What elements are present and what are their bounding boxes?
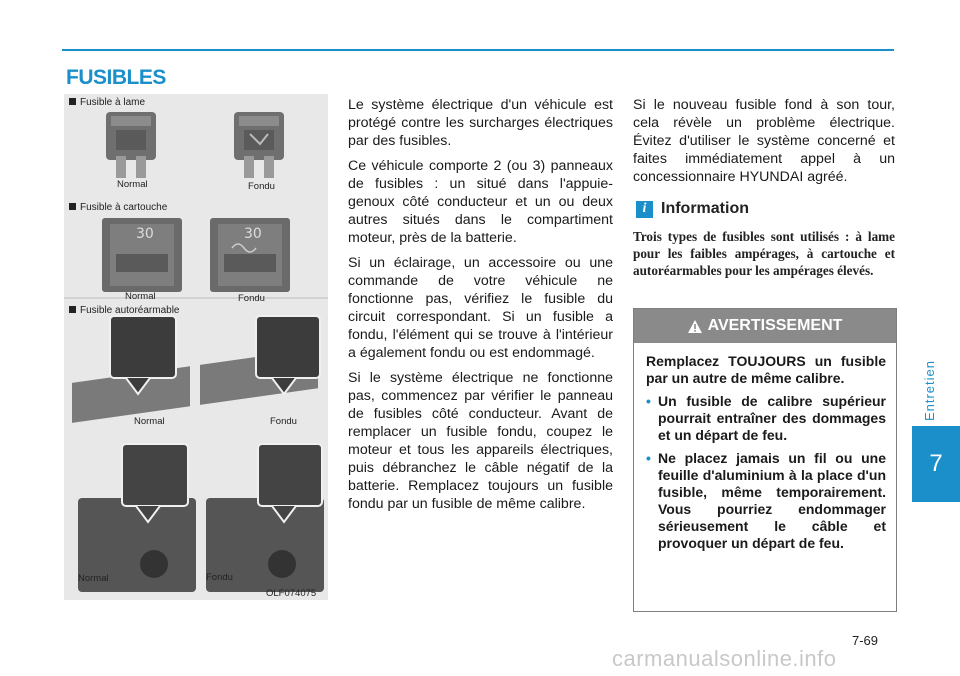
chapter-side-label: Entretien [922,360,937,422]
header-rule [62,49,894,51]
warning-item: • Ne placez jamais un fil ou une feuille d'aluminium à la place d'un fusible, même temporairement. Vous pourriez endommager sérieusement le câble et provoquer un départ de feu. [646,450,886,552]
page-number: 7-69 [852,633,879,648]
continued-text: Si le nouveau fusible fond à son tour, cela révèle un problème électrique. Évitez d'utiliser le système concerné et faites immédiatement appel à un concessionnaire HYUNDAI agréé. [633,97,895,185]
paragraph: Si le système électrique ne fonctionne pas, commencez par vérifier le panneau de fusibles côté conducteur. Avant de remplacer un fusible fondu, coupez le moteur et tous les appareils électriques, puis débranchez le câble négatif de la batterie. Remplacez toujours un fusible fondu par un fusible de même calibre. [348,370,613,512]
caption-normal-holder: Normal [78,573,109,584]
caption-blown-cartridge: Fondu [238,293,265,304]
information-heading [636,200,749,218]
paragraph: Si un éclairage, un accessoire ou une commande de votre véhicule ne fonctionne pas, vérifiez le fusible du circuit correspondant. Si un fusible a fondu, l'élément qui se trouve à l'intérieur a également fondu ou est endommagé. [348,255,613,361]
bullet-square-icon [69,203,76,210]
caption-normal-blade: Normal [117,179,148,190]
blade-fuse-blown [234,112,284,178]
warning-intro: Remplacez TOUJOURS un fusible par un autre de même calibre. [646,353,886,386]
resettable-fuse-blown [200,316,324,592]
cartridge-rating-normal: 30 [136,226,154,242]
warning-item: • Un fusible de calibre supérieur pourrait entraîner des dommages et un départ de feu. [646,393,886,444]
fuse-illustrations [64,94,328,600]
watermark: carmanualsonline.info [612,646,837,671]
warning-list [646,393,886,552]
warning-header [634,309,896,343]
body-text-column [348,96,613,520]
label-blade-fuse: Fusible à lame [69,97,145,108]
label-resettable-fuse: Fusible autoréarmable [69,305,180,316]
paragraph: Ce véhicule comporte 2 (ou 3) panneaux de fusibles : un situé dans l'appuie-genoux côté conducteur et un ou deux autres situés dans le compartiment moteur, près de la batterie. [348,158,613,246]
section-title: FUSIBLES [66,66,166,89]
bullet-square-icon [69,98,76,105]
warning-box [633,308,897,612]
resettable-fuse-normal [72,316,196,592]
caption-blown-blade: Fondu [248,181,275,192]
cartridge-rating-blown: 30 [244,226,262,242]
caption-normal-resettable: Normal [134,416,165,427]
caption-normal-cartridge: Normal [125,291,156,302]
information-title: Information [661,200,749,217]
fuse-figure [64,94,328,600]
warning-body [634,343,896,552]
blade-fuse-normal [106,112,156,178]
information-text: Trois types de fusibles sont utilisés : à lame pour les faibles ampérages, à cartouche et autoréarmables pour les ampérages élevés. [633,229,895,278]
label-cartridge-fuse: Fusible à cartouche [69,202,167,213]
paragraph: Le système électrique d'un véhicule est protégé contre les surcharges électriques par des fusibles. [348,97,613,149]
warning-title: AVERTISSEMENT [707,317,843,334]
caption-blown-resettable: Fondu [270,416,297,427]
warning-triangle-icon [688,320,702,333]
bullet-square-icon [69,306,76,313]
chapter-tab: 7 [912,426,960,502]
caption-blown-holder: Fondu [206,572,233,583]
figure-code: OLF074075 [266,588,317,599]
info-icon: i [636,201,653,218]
cartridge-fuse-blown [210,218,290,292]
cartridge-fuse-normal [102,218,182,292]
